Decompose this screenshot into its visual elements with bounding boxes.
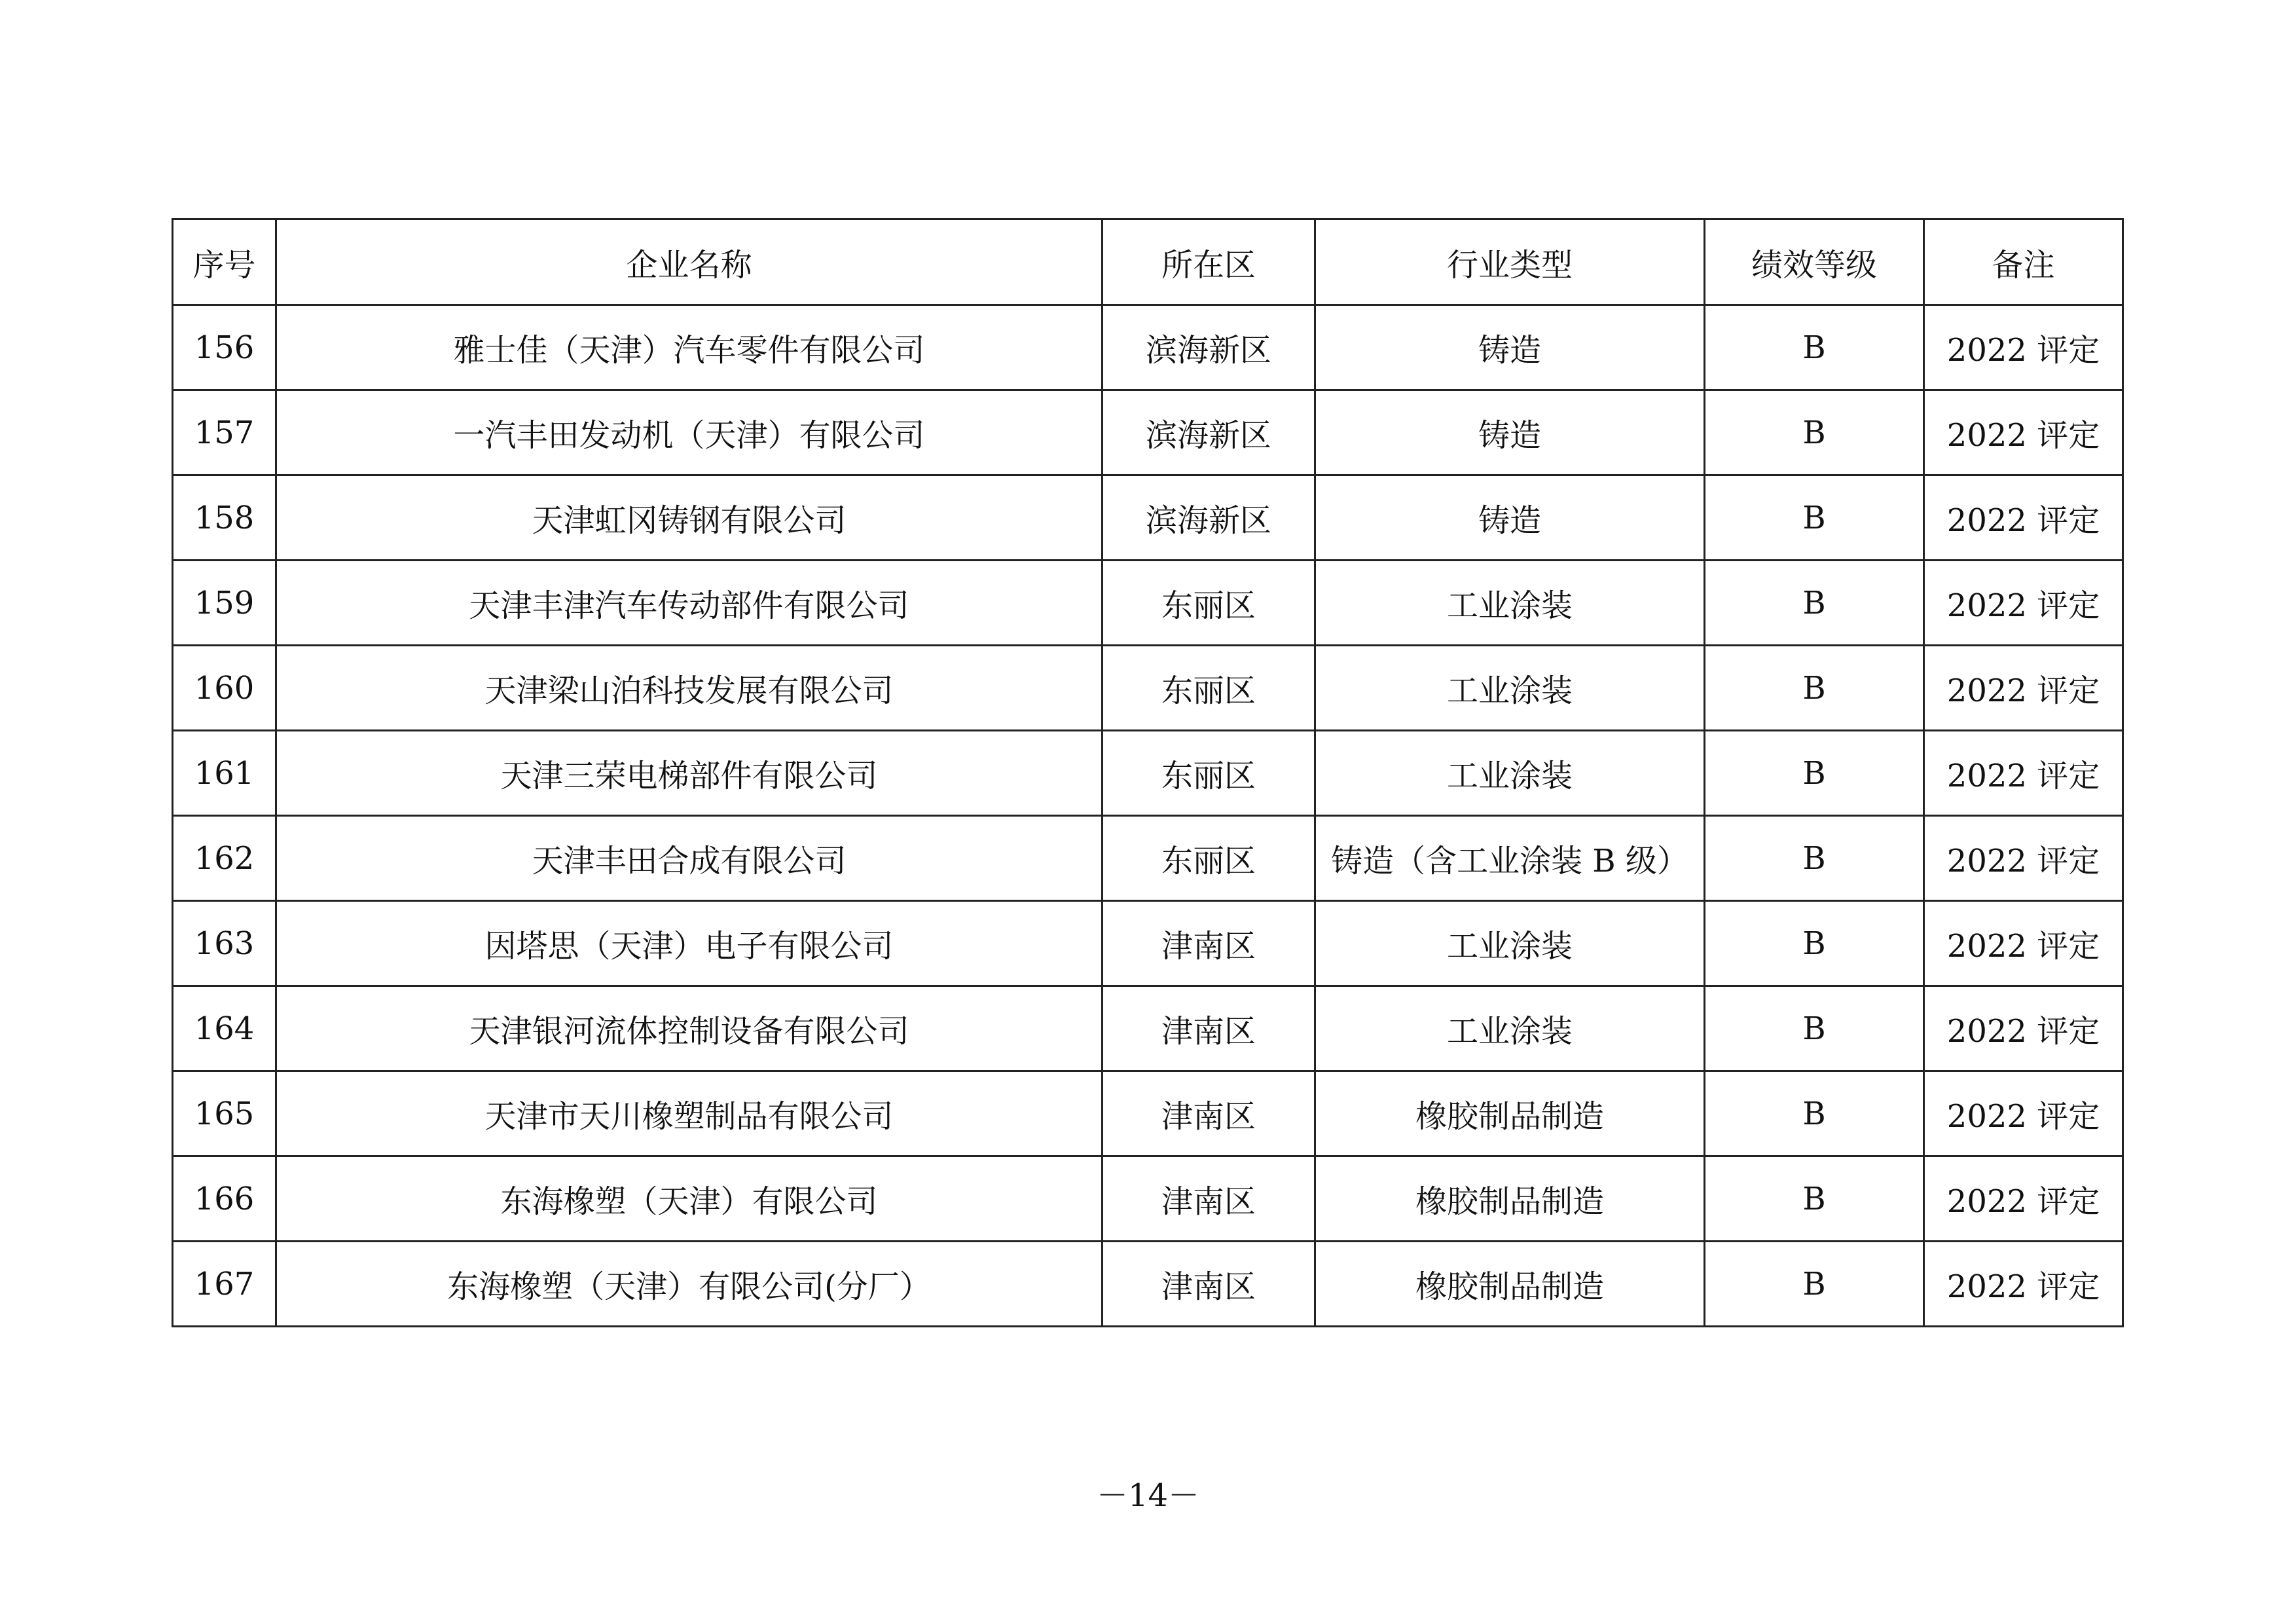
table-row bbox=[173, 390, 2123, 475]
cell-serial-number: 167 bbox=[173, 1242, 276, 1327]
cell-remarks: 2022 评定 bbox=[1924, 561, 2123, 646]
cell-enterprise-name: 东海橡塑（天津）有限公司(分厂） bbox=[276, 1242, 1102, 1327]
cell-district: 滨海新区 bbox=[1102, 305, 1315, 390]
cell-serial-number: 157 bbox=[173, 390, 276, 475]
cell-serial-number: 158 bbox=[173, 475, 276, 561]
cell-remarks: 2022 评定 bbox=[1924, 901, 2123, 986]
cell-district: 东丽区 bbox=[1102, 646, 1315, 731]
cell-performance-grade: B bbox=[1705, 305, 1924, 390]
header-serial-number: 序号 bbox=[173, 219, 276, 305]
cell-district: 滨海新区 bbox=[1102, 475, 1315, 561]
cell-enterprise-name: 东海橡塑（天津）有限公司 bbox=[276, 1156, 1102, 1242]
header-industry-type: 行业类型 bbox=[1315, 219, 1705, 305]
cell-district: 津南区 bbox=[1102, 1156, 1315, 1242]
cell-enterprise-name: 天津丰田合成有限公司 bbox=[276, 816, 1102, 901]
cell-performance-grade: B bbox=[1705, 646, 1924, 731]
cell-remarks: 2022 评定 bbox=[1924, 646, 2123, 731]
cell-performance-grade: B bbox=[1705, 816, 1924, 901]
cell-remarks: 2022 评定 bbox=[1924, 1156, 2123, 1242]
enterprise-performance-table bbox=[172, 218, 2124, 1327]
cell-enterprise-name: 天津虹冈铸钢有限公司 bbox=[276, 475, 1102, 561]
cell-enterprise-name: 天津丰津汽车传动部件有限公司 bbox=[276, 561, 1102, 646]
table-row bbox=[173, 646, 2123, 731]
cell-enterprise-name: 因塔思（天津）电子有限公司 bbox=[276, 901, 1102, 986]
cell-performance-grade: B bbox=[1705, 986, 1924, 1071]
cell-remarks: 2022 评定 bbox=[1924, 475, 2123, 561]
cell-enterprise-name: 天津银河流体控制设备有限公司 bbox=[276, 986, 1102, 1071]
cell-remarks: 2022 评定 bbox=[1924, 816, 2123, 901]
cell-performance-grade: B bbox=[1705, 561, 1924, 646]
cell-performance-grade: B bbox=[1705, 901, 1924, 986]
cell-industry-type: 工业涂装 bbox=[1315, 901, 1705, 986]
cell-industry-type: 工业涂装 bbox=[1315, 561, 1705, 646]
cell-serial-number: 156 bbox=[173, 305, 276, 390]
table-row bbox=[173, 816, 2123, 901]
cell-serial-number: 161 bbox=[173, 731, 276, 816]
cell-performance-grade: B bbox=[1705, 1071, 1924, 1156]
cell-enterprise-name: 一汽丰田发动机（天津）有限公司 bbox=[276, 390, 1102, 475]
cell-enterprise-name: 天津三荣电梯部件有限公司 bbox=[276, 731, 1102, 816]
cell-performance-grade: B bbox=[1705, 731, 1924, 816]
cell-serial-number: 162 bbox=[173, 816, 276, 901]
cell-serial-number: 166 bbox=[173, 1156, 276, 1242]
cell-district: 津南区 bbox=[1102, 1071, 1315, 1156]
cell-remarks: 2022 评定 bbox=[1924, 731, 2123, 816]
cell-industry-type: 铸造 bbox=[1315, 475, 1705, 561]
cell-industry-type: 铸造 bbox=[1315, 390, 1705, 475]
cell-district: 东丽区 bbox=[1102, 561, 1315, 646]
page-number: －14－ bbox=[1096, 1477, 1200, 1514]
cell-district: 津南区 bbox=[1102, 1242, 1315, 1327]
cell-remarks: 2022 评定 bbox=[1924, 305, 2123, 390]
table-row bbox=[173, 1156, 2123, 1242]
cell-industry-type: 工业涂装 bbox=[1315, 731, 1705, 816]
cell-enterprise-name: 天津梁山泊科技发展有限公司 bbox=[276, 646, 1102, 731]
cell-serial-number: 159 bbox=[173, 561, 276, 646]
header-remarks: 备注 bbox=[1924, 219, 2123, 305]
header-performance-grade: 绩效等级 bbox=[1705, 219, 1924, 305]
cell-performance-grade: B bbox=[1705, 475, 1924, 561]
enterprise-table-container bbox=[172, 218, 2122, 1327]
table-row bbox=[173, 561, 2123, 646]
table-row bbox=[173, 731, 2123, 816]
table-row bbox=[173, 305, 2123, 390]
table-row bbox=[173, 475, 2123, 561]
cell-industry-type: 工业涂装 bbox=[1315, 646, 1705, 731]
cell-remarks: 2022 评定 bbox=[1924, 1071, 2123, 1156]
cell-serial-number: 165 bbox=[173, 1071, 276, 1156]
table-row bbox=[173, 986, 2123, 1071]
cell-district: 滨海新区 bbox=[1102, 390, 1315, 475]
table-row bbox=[173, 1071, 2123, 1156]
cell-district: 津南区 bbox=[1102, 901, 1315, 986]
cell-industry-type: 铸造（含工业涂装 B 级） bbox=[1315, 816, 1705, 901]
cell-industry-type: 橡胶制品制造 bbox=[1315, 1156, 1705, 1242]
cell-remarks: 2022 评定 bbox=[1924, 986, 2123, 1071]
table-header-row bbox=[173, 219, 2123, 305]
cell-performance-grade: B bbox=[1705, 1156, 1924, 1242]
cell-remarks: 2022 评定 bbox=[1924, 390, 2123, 475]
cell-industry-type: 工业涂装 bbox=[1315, 986, 1705, 1071]
cell-district: 津南区 bbox=[1102, 986, 1315, 1071]
table-row bbox=[173, 901, 2123, 986]
cell-performance-grade: B bbox=[1705, 1242, 1924, 1327]
cell-remarks: 2022 评定 bbox=[1924, 1242, 2123, 1327]
cell-performance-grade: B bbox=[1705, 390, 1924, 475]
cell-industry-type: 橡胶制品制造 bbox=[1315, 1071, 1705, 1156]
cell-serial-number: 164 bbox=[173, 986, 276, 1071]
cell-serial-number: 163 bbox=[173, 901, 276, 986]
cell-enterprise-name: 天津市天川橡塑制品有限公司 bbox=[276, 1071, 1102, 1156]
cell-enterprise-name: 雅士佳（天津）汽车零件有限公司 bbox=[276, 305, 1102, 390]
header-enterprise-name: 企业名称 bbox=[276, 219, 1102, 305]
cell-serial-number: 160 bbox=[173, 646, 276, 731]
cell-industry-type: 铸造 bbox=[1315, 305, 1705, 390]
header-district: 所在区 bbox=[1102, 219, 1315, 305]
cell-district: 东丽区 bbox=[1102, 816, 1315, 901]
cell-industry-type: 橡胶制品制造 bbox=[1315, 1242, 1705, 1327]
table-row bbox=[173, 1242, 2123, 1327]
cell-district: 东丽区 bbox=[1102, 731, 1315, 816]
